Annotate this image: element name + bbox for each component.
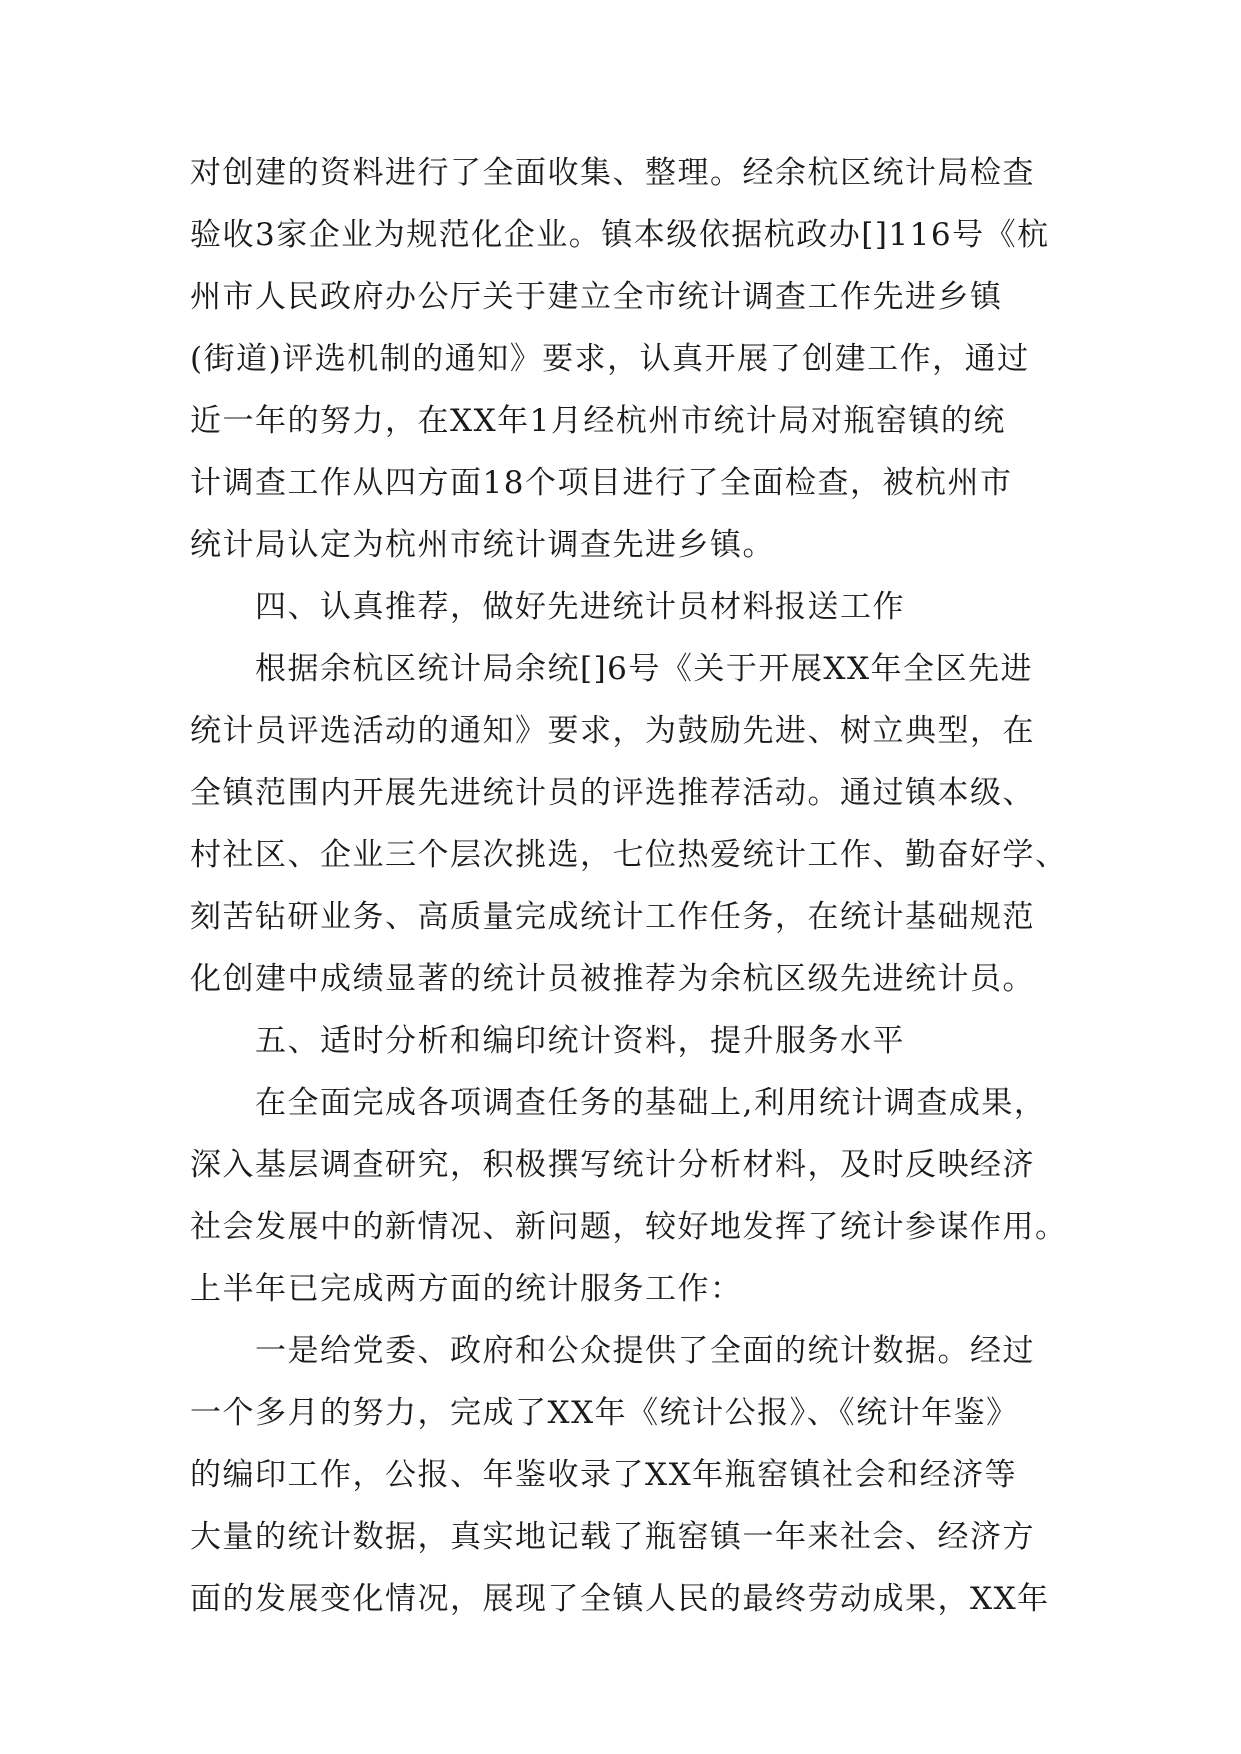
paragraph-line: 面的发展变化情况，展现了全镇人民的最终劳动成果，XX年 <box>190 1581 1050 1617</box>
paragraph-line: 上半年已完成两方面的统计服务工作： <box>190 1271 743 1307</box>
paragraph-line: 大量的统计数据，真实地记载了瓶窑镇一年来社会、经济方 <box>190 1519 1035 1555</box>
paragraph-line: 的编印工作，公报、年鉴收录了XX年瓶窑镇社会和经济等 <box>190 1457 1018 1493</box>
paragraph-line: 近一年的努力，在XX年1月经杭州市统计局对瓶窑镇的统 <box>190 403 1006 439</box>
paragraph-line: 计调查工作从四方面18个项目进行了全面检查，被杭州市 <box>190 465 1013 501</box>
paragraph-line: 深入基层调查研究，积极撰写统计分析材料，及时反映经济 <box>190 1147 1035 1183</box>
paragraph-line: 社会发展中的新情况、新问题，较好地发挥了统计参谋作用。 <box>190 1209 1068 1245</box>
section-heading: 四、认真推荐，做好先进统计员材料报送工作 <box>255 589 905 625</box>
paragraph-line: 化创建中成绩显著的统计员被推荐为余杭区级先进统计员。 <box>190 961 1035 997</box>
paragraph-line: 州市人民政府办公厅关于建立全市统计调查工作先进乡镇 <box>190 279 1003 315</box>
paragraph-line: 统计局认定为杭州市统计调查先进乡镇。 <box>190 527 775 563</box>
paragraph-line: 对创建的资料进行了全面收集、整理。经余杭区统计局检查 <box>190 155 1035 191</box>
paragraph-line: 一个多月的努力，完成了XX年《统计公报》、《统计年鉴》 <box>190 1395 1019 1431</box>
paragraph-line: 一是给党委、政府和公众提供了全面的统计数据。经过 <box>255 1333 1035 1369</box>
paragraph-line: 在全面完成各项调查任务的基础上,利用统计调查成果， <box>255 1085 1047 1121</box>
section-heading: 五、适时分析和编印统计资料，提升服务水平 <box>255 1023 905 1059</box>
paragraph-line: 全镇范围内开展先进统计员的评选推荐活动。通过镇本级、 <box>190 775 1035 811</box>
paragraph-line: 根据余杭区统计局余统[]6号《关于开展XX年全区先进 <box>255 651 1034 687</box>
paragraph-line: 刻苦钻研业务、高质量完成统计工作任务，在统计基础规范 <box>190 899 1035 935</box>
paragraph-line: 验收3家企业为规范化企业。镇本级依据杭政办[]116号《杭 <box>190 217 1050 253</box>
paragraph-line: 村社区、企业三个层次挑选，七位热爱统计工作、勤奋好学、 <box>190 837 1068 873</box>
paragraph-line: (街道)评选机制的通知》要求，认真开展了创建工作，通过 <box>190 341 1030 377</box>
paragraph-line: 统计员评选活动的通知》要求，为鼓励先进、树立典型，在 <box>190 713 1035 749</box>
